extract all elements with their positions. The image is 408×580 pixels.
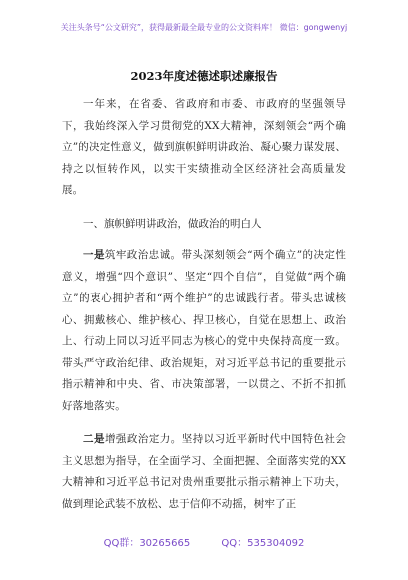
footer-qq: QQ：535304092	[221, 538, 305, 549]
intro-paragraph: 一年来，在省委、省政府和市委、市政府的坚强领导下，我始终深入学习贯彻党的XX大精神，深刻领会“两个确立”的决定性意义，做到旗帜鲜明讲政治、凝心聚力谋发展、持之以恒转作风，以实干实绩推动全区经济社会高质量发展。	[62, 98, 346, 196]
paragraph-1-lead: 一是	[83, 249, 105, 261]
paragraph-1	[62, 245, 346, 417]
paragraph-2	[62, 429, 346, 515]
document-title: 2023年度述德述职述廉报告	[130, 69, 278, 83]
footer-contact	[0, 534, 408, 549]
document-body	[62, 94, 346, 527]
paragraph-2-text: 增强政治定力。坚持以习近平新时代中国特色社会主义思想为指导，在全面学习、全面把握、全面落实党的XX大精神和习近平总书记对贵州重要批示指示精神上下功夫，做到理论武装不放松、忠于信仰不动摇，树牢了正	[62, 433, 346, 510]
header-notice: 关注头条号“公文研究”，获得最新最全最专业的公文资料库！ 微信：gongwenyj	[60, 23, 348, 32]
paragraph-1-text: 筑牢政治忠诚。带头深刻领会“两个确立”的决定性意义，增强“四个意识”、坚定“四个自信”，自觉做“两个确立”的衷心拥护者和“两个维护”的忠诚践行者。带头忠诚核心、拥戴核心、维护核心、捍卫核心，自觉在思想上、政治上、行动上同以习近平同志为核心的党中央保持高度一致。带头严守政治纪律、政治规矩，对习近平总书记的重要批示指示精神和中央、省、市决策部署，一以贯之、不折不扣抓好落地落实。	[62, 249, 346, 412]
paragraph-2-lead: 二是	[83, 433, 105, 445]
footer-qq-group: QQ群：30265665	[103, 538, 191, 549]
section-heading: 一、旗帜鲜明讲政治，做政治的明白人	[83, 217, 262, 230]
